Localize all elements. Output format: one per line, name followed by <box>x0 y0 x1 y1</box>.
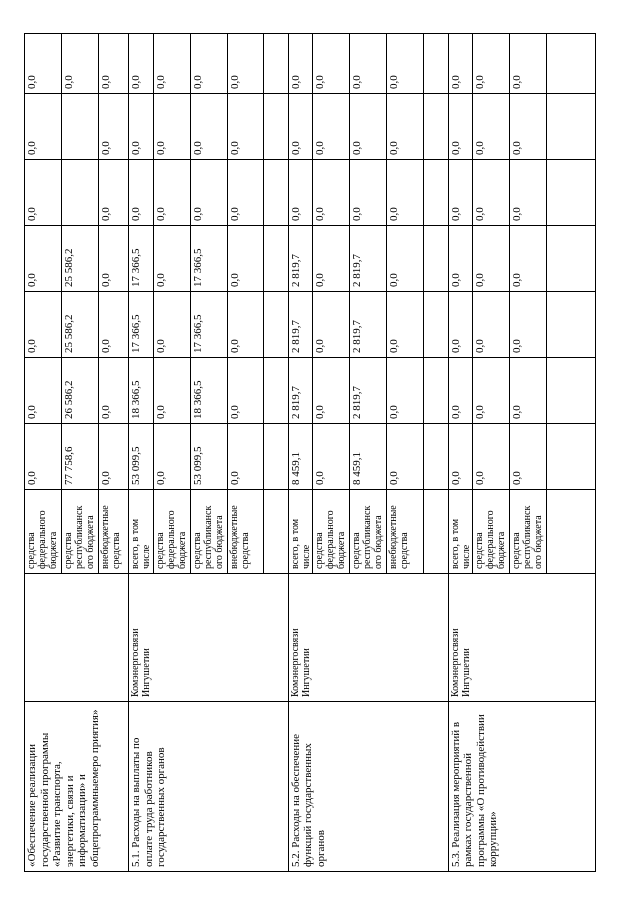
spacer-cell <box>546 160 595 226</box>
value-cell: 0,0 <box>448 292 473 358</box>
value-cell: 2 819,7 <box>350 226 387 292</box>
value-cell: 0,0 <box>227 34 264 94</box>
value-cell: 0,0 <box>448 358 473 424</box>
value-cell: 17 366,5 <box>190 292 227 358</box>
value-cell: 18 366,5 <box>190 358 227 424</box>
value-cell: 0,0 <box>473 292 510 358</box>
value-cell: 0,0 <box>509 34 546 94</box>
value-cell: 0,0 <box>190 34 227 94</box>
value-cell: 0,0 <box>313 94 350 160</box>
value-cell: 0,0 <box>25 160 62 226</box>
value-cell: 0,0 <box>387 424 424 490</box>
funding-source-cell: средства республиканск ого бюджета <box>509 490 546 574</box>
value-cell: 0,0 <box>153 94 190 160</box>
value-cell: 77 758,6 <box>61 424 98 490</box>
value-cell: 2 819,7 <box>288 226 313 292</box>
funding-source-cell: средства федерального бюджета <box>25 490 62 574</box>
table-row <box>129 34 154 872</box>
value-cell: 0,0 <box>387 292 424 358</box>
value-cell: 25 586,2 <box>61 226 98 292</box>
executor-cell <box>25 574 129 702</box>
value-cell: 0,0 <box>153 358 190 424</box>
spacer-cell <box>264 358 289 424</box>
value-cell: 0,0 <box>473 424 510 490</box>
value-cell: 0,0 <box>509 358 546 424</box>
value-cell: 0,0 <box>313 34 350 94</box>
funding-source-cell: всего, в том числе <box>129 490 154 574</box>
funding-source-cell: средства республиканск ого бюджета <box>350 490 387 574</box>
value-cell: 25 586,2 <box>61 292 98 358</box>
table-row <box>25 34 62 872</box>
funding-source-cell: средства федерального бюджета <box>153 490 190 574</box>
spacer-cell <box>546 226 595 292</box>
value-cell: 2 819,7 <box>350 292 387 358</box>
value-cell: 0,0 <box>98 226 129 292</box>
spacer-cell <box>546 292 595 358</box>
value-cell: 0,0 <box>313 292 350 358</box>
value-cell: 0,0 <box>61 34 98 94</box>
value-cell: 0,0 <box>25 226 62 292</box>
spacer-cell <box>264 226 289 292</box>
value-cell: 0,0 <box>448 424 473 490</box>
value-cell: 17 366,5 <box>129 292 154 358</box>
value-cell: 0,0 <box>387 94 424 160</box>
budget-table <box>24 33 596 872</box>
funding-source-cell: средства федерального бюджета <box>313 490 350 574</box>
value-cell: 8 459,1 <box>350 424 387 490</box>
value-cell: 0,0 <box>190 94 227 160</box>
value-cell: 0,0 <box>350 160 387 226</box>
value-cell: 0,0 <box>473 94 510 160</box>
activity-name-cell: 5.2. Расходы на обеспечение функций государственных органов <box>288 702 448 872</box>
spacer-cell <box>264 34 289 94</box>
spacer-cell <box>264 490 289 574</box>
value-cell: 0,0 <box>288 160 313 226</box>
value-cell: 18 366,5 <box>129 358 154 424</box>
value-cell: 0,0 <box>448 226 473 292</box>
value-cell: 0,0 <box>153 160 190 226</box>
funding-source-cell: всего, в том числе <box>448 490 473 574</box>
value-cell: 2 819,7 <box>288 292 313 358</box>
value-cell: 0,0 <box>98 34 129 94</box>
spacer-cell <box>423 490 448 574</box>
value-cell: 0,0 <box>153 34 190 94</box>
rotated-table-wrapper <box>24 34 596 872</box>
value-cell: 0,0 <box>25 424 62 490</box>
value-cell: 0,0 <box>25 34 62 94</box>
funding-source-cell: внебюджетные средства <box>227 490 264 574</box>
value-cell: 17 366,5 <box>190 226 227 292</box>
value-cell: 0,0 <box>350 34 387 94</box>
value-cell: 0,0 <box>387 160 424 226</box>
value-cell: 0,0 <box>448 160 473 226</box>
value-cell: 0,0 <box>153 292 190 358</box>
spacer-cell <box>264 94 289 160</box>
spacer-cell <box>423 424 448 490</box>
spacer-cell <box>546 34 595 94</box>
table-body <box>25 34 596 872</box>
value-cell: 0,0 <box>288 94 313 160</box>
funding-source-cell: средства республиканск ого бюджета <box>190 490 227 574</box>
value-cell: 0,0 <box>25 94 62 160</box>
executor-cell: Комэнергосвязи Ингушетии <box>129 574 289 702</box>
spacer-cell <box>423 358 448 424</box>
spacer-cell <box>423 292 448 358</box>
value-cell: 0,0 <box>473 358 510 424</box>
value-cell: 0,0 <box>153 424 190 490</box>
table-row <box>448 34 473 872</box>
value-cell: 0,0 <box>509 424 546 490</box>
value-cell <box>61 160 98 226</box>
funding-source-cell: внебюджетные средства <box>98 490 129 574</box>
value-cell: 0,0 <box>129 160 154 226</box>
value-cell: 0,0 <box>288 34 313 94</box>
value-cell: 0,0 <box>98 160 129 226</box>
value-cell: 0,0 <box>313 160 350 226</box>
value-cell: 0,0 <box>98 292 129 358</box>
value-cell: 0,0 <box>350 94 387 160</box>
executor-cell: Комэнергосвязи Ингушетии <box>288 574 448 702</box>
spacer-cell <box>423 160 448 226</box>
value-cell: 2 819,7 <box>288 358 313 424</box>
spacer-cell <box>546 424 595 490</box>
value-cell: 0,0 <box>25 292 62 358</box>
spacer-cell <box>423 34 448 94</box>
value-cell: 17 366,5 <box>129 226 154 292</box>
value-cell: 0,0 <box>25 358 62 424</box>
spacer-cell <box>423 226 448 292</box>
spacer-cell <box>423 94 448 160</box>
value-cell: 0,0 <box>98 94 129 160</box>
spacer-cell <box>546 490 595 574</box>
value-cell: 53 099,5 <box>129 424 154 490</box>
value-cell: 0,0 <box>227 226 264 292</box>
value-cell: 0,0 <box>227 94 264 160</box>
funding-source-cell: средства федерального бюджета <box>473 490 510 574</box>
value-cell: 0,0 <box>313 424 350 490</box>
value-cell: 0,0 <box>387 34 424 94</box>
value-cell: 0,0 <box>473 160 510 226</box>
value-cell: 0,0 <box>227 424 264 490</box>
value-cell: 0,0 <box>129 34 154 94</box>
value-cell: 0,0 <box>509 292 546 358</box>
funding-source-cell: всего, в том числе <box>288 490 313 574</box>
funding-source-cell: средства республиканск ого бюджета <box>61 490 98 574</box>
value-cell: 0,0 <box>227 160 264 226</box>
value-cell: 0,0 <box>473 34 510 94</box>
value-cell: 8 459,1 <box>288 424 313 490</box>
activity-name-cell: 5.1. Расходы на выплаты по оплате труда работников государственных органов <box>129 702 289 872</box>
activity-name-cell: «Обеспечение реализации государственной программы «Развитие транспорта, энергетики, связи и информатизации» и общепрограммныемеро приятия» <box>25 702 129 872</box>
spacer-cell <box>546 94 595 160</box>
table-row <box>288 34 313 872</box>
value-cell: 0,0 <box>448 94 473 160</box>
value-cell: 0,0 <box>448 34 473 94</box>
value-cell: 0,0 <box>313 358 350 424</box>
value-cell: 0,0 <box>509 226 546 292</box>
value-cell: 0,0 <box>153 226 190 292</box>
value-cell: 0,0 <box>387 226 424 292</box>
value-cell: 0,0 <box>227 292 264 358</box>
spacer-cell <box>546 358 595 424</box>
activity-name-cell: 5.3. Реализация мероприятий в рамках государственной программы «О противодействии коррупции» <box>448 702 596 872</box>
funding-source-cell: внебюджетные средства <box>387 490 424 574</box>
value-cell: 0,0 <box>509 160 546 226</box>
value-cell: 0,0 <box>190 160 227 226</box>
spacer-cell <box>264 292 289 358</box>
value-cell: 53 099,5 <box>190 424 227 490</box>
value-cell: 26 586,2 <box>61 358 98 424</box>
value-cell: 0,0 <box>473 226 510 292</box>
value-cell: 0,0 <box>98 424 129 490</box>
value-cell: 0,0 <box>313 226 350 292</box>
value-cell: 0,0 <box>509 94 546 160</box>
spacer-cell <box>264 424 289 490</box>
value-cell: 0,0 <box>129 94 154 160</box>
value-cell: 0,0 <box>227 358 264 424</box>
value-cell: 0,0 <box>98 358 129 424</box>
value-cell <box>61 94 98 160</box>
value-cell: 0,0 <box>387 358 424 424</box>
spacer-cell <box>264 160 289 226</box>
value-cell: 2 819,7 <box>350 358 387 424</box>
executor-cell: Комэнергосвязи Ингушетии <box>448 574 596 702</box>
